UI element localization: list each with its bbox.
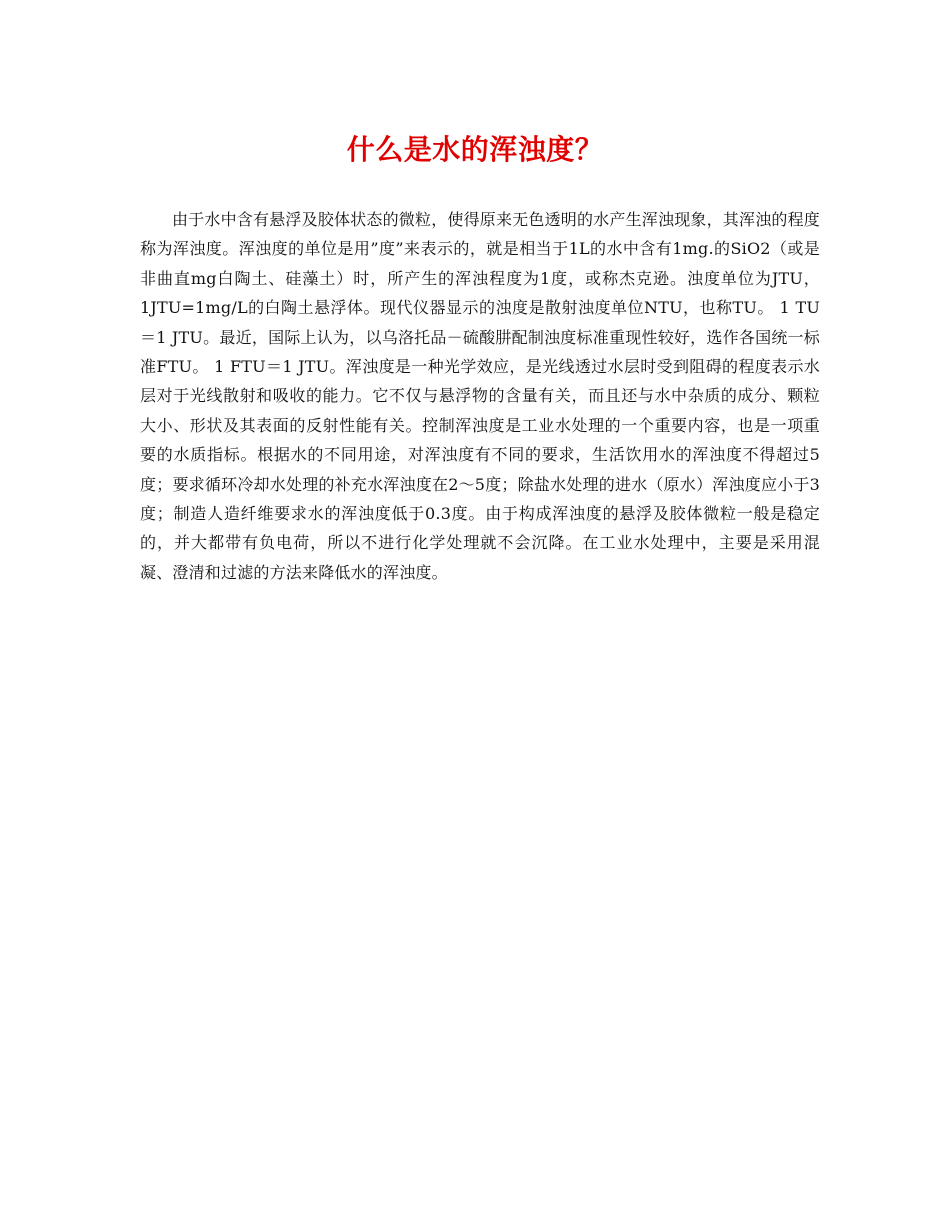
body-paragraph: 由于水中含有悬浮及胶体状态的微粒，使得原来无色透明的水产生浑浊现象，其浑浊的程度称为浑浊度。浑浊度的单位是用”度”来表示的，就是相当于1L的水中含有1mg.的SiO2（或是非曲直mg白陶土、硅藻土）时，所产生的浑浊程度为1度，或称杰克逊。浊度单位为JTU，1JTU=1mg/L的白陶土悬浮体。现代仪器显示的浊度是散射浊度单位NTU，也称TU。 1 TU＝1 JTU。最近，国际上认为，以乌洛托品－硫酸肼配制浊度标准重现性较好，选作各国统一标准FTU。 1 FTU＝1 JTU。浑浊度是一种光学效应，是光线透过水层时受到阻碍的程度表示水层对于光线散射和吸收的能力。它不仅与悬浮物的含量有关，而且还与水中杂质的成分、颗粒大小、形状及其表面的反射性能有关。控制浑浊度是工业水处理的一个重要内容，也是一项重要的水质指标。根据水的不同用途，对浑浊度有不同的要求，生活饮用水的浑浊度不得超过5度；要求循环冷却水处理的补充水浑浊度在2～5度；除盐水处理的进水（原水）浑浊度应小于3度；制造人造纤维要求水的浑浊度低于0.3度。由于构成浑浊度的悬浮及胶体微粒一般是稳定的，并大都带有负电荷，所以不进行化学处理就不会沉降。在工业水处理中，主要是采用混凝、澄清和过滤的方法来降低水的浑浊度。 [140,210,821,582]
document-title: 什么是水的浑浊度？ [346,133,604,166]
